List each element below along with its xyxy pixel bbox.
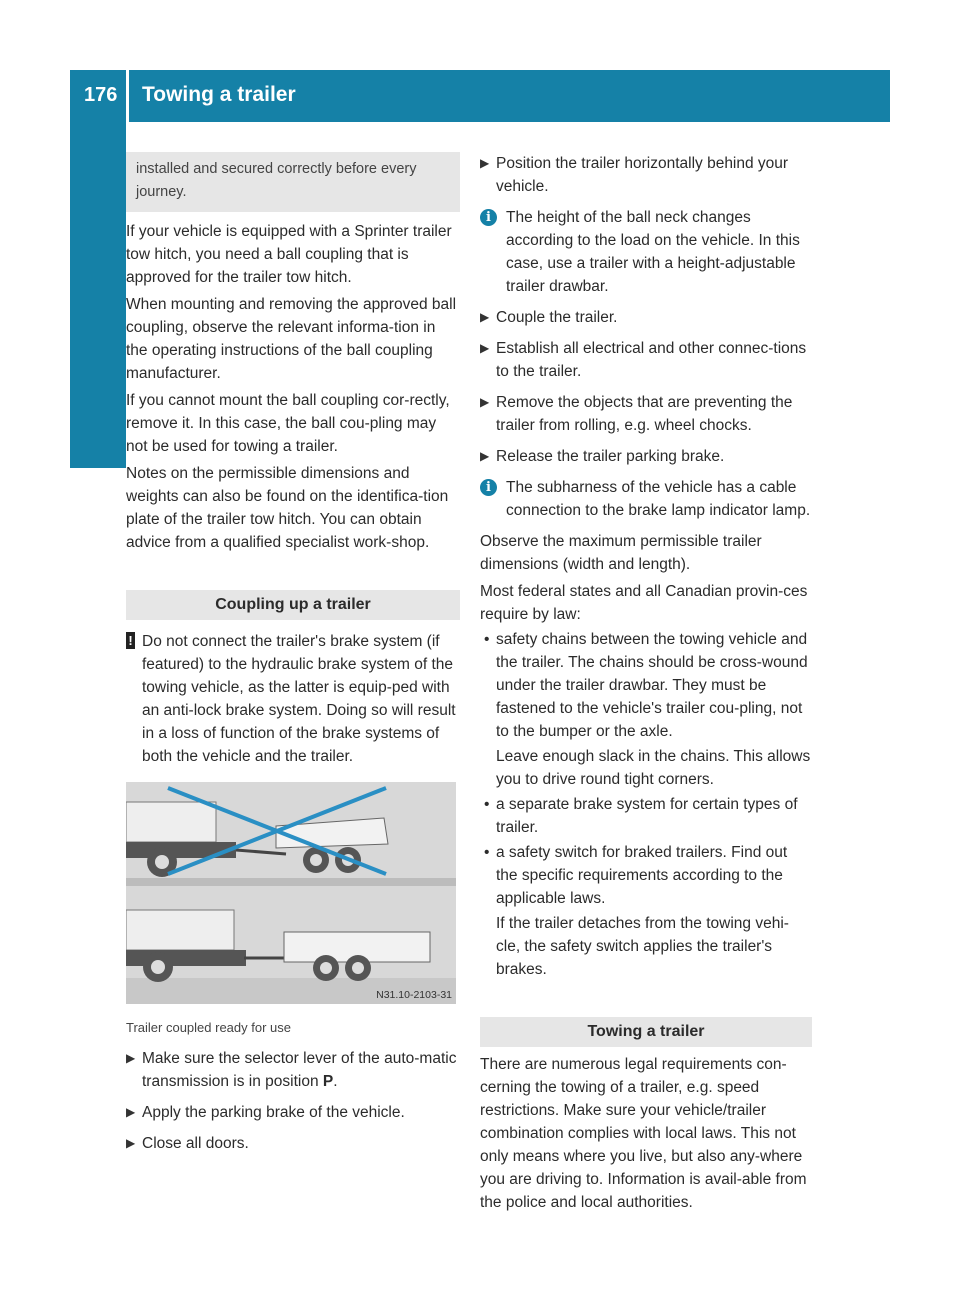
info-icon: i [480,479,497,496]
note-continuation: installed and secured correctly before every journey. [126,152,460,212]
paragraph: If your vehicle is equipped with a Sprinter trailer tow hitch, you need a ball coupling that is approved for the trailer tow hitch. [126,223,452,286]
header-divider [126,70,129,122]
step: ▶ Close all doors. [126,1132,460,1155]
page-number: 176 [84,84,118,106]
arrow-right-icon: ▶ [480,341,490,355]
step: ▶ Release the trailer parking brake. [480,445,812,468]
step: ▶ Position the trailer horizontally behind your vehicle. [480,152,812,198]
trailer-illustration [126,782,456,1004]
step: ▶ Apply the parking brake of the vehicle. [126,1101,460,1124]
right-column [480,152,812,1214]
paragraph: Most federal states and all Canadian provin-ces require by law: [480,583,808,623]
left-column [126,152,460,1155]
step: ▶ Establish all electrical and other connec-tions to the trailer. [480,337,812,383]
section-label: Driving and parking [158,236,181,434]
paragraph: When mounting and removing the approved ball coupling, observe the relevant informa-tion in the operating instructions of the ball coupling manufacturer. [126,296,457,382]
figure-caption: Trailer coupled ready for use [126,1020,291,1035]
warning-note [126,630,460,768]
arrow-right-icon: ▶ [126,1105,136,1119]
trailer-figure [126,782,456,1004]
list-item: • safety chains between the towing vehicle and the trailer. The chains should be cross-wound under the trailer drawbar. They must be fastened to the vehicle's trailer cou-pling, not to the bumper or the axle. [484,631,808,740]
step: ▶ Make sure the selector lever of the auto-matic transmission is in position P. [126,1047,460,1093]
paragraph: There are numerous legal requirements con-cerning the towing of a trailer, e.g. speed restrictions. Make sure your vehicle/trailer combination complies with local laws. This not only means where you live, but also any-where you are driving to. Information is avail-able from the police and local authorities. [480,1056,807,1211]
exclamation-icon: ! [126,632,135,649]
list-item: • a separate brake system for certain types of trailer. [484,796,798,836]
step: ▶ Couple the trailer. [480,306,812,329]
section-heading: Coupling up a trailer [126,590,460,620]
arrow-right-icon: ▶ [480,156,490,170]
section-tab [70,122,181,468]
paragraph: If you cannot mount the ball coupling cor-rectly, remove it. In this case, the ball cou-pling may not be used for towing a trailer. [126,392,450,455]
step: ▶ Remove the objects that are preventing the trailer from rolling, e.g. wheel chocks. [480,391,812,437]
arrow-right-icon: ▶ [126,1051,136,1065]
list-item: • a safety switch for braked trailers. Find out the specific requirements according to the applicable laws. [484,844,788,907]
list-item-note: If the trailer detaches from the towing vehi-cle, the safety switch applies the trailer's brakes. [496,915,789,978]
paragraph: Notes on the permissible dimensions and weights can also be found on the identifica-tion plate of the trailer tow hitch. You can obtain advice from a qualified specialist work-shop. [126,465,449,551]
paragraph: Observe the maximum permissible trailer dimensions (width and length). [480,533,762,573]
arrow-right-icon: ▶ [480,395,490,409]
list-item-note: Leave enough slack in the chains. This allows you to drive round tight corners. [496,748,811,788]
page-title: Towing a trailer [142,83,296,106]
section-heading: Towing a trailer [480,1017,812,1047]
figure-code: N31.10-2103-31 [376,989,452,1001]
info-note: i The height of the ball neck changes according to the load on the vehicle. In this case, use a trailer with a height-adjustable trailer drawbar. [480,206,812,298]
page-header [70,70,890,122]
info-icon: i [480,209,497,226]
arrow-right-icon: ▶ [480,449,490,463]
info-note: i The subharness of the vehicle has a cable connection to the brake lamp indicator lamp. [480,476,812,522]
arrow-right-icon: ▶ [480,310,490,324]
warning-text: Do not connect the trailer's brake system (if featured) to the hydraulic brake system of the towing vehicle, as the latter is equip-ped with an anti-lock brake system. Doing so will result in a loss of function of the brake systems of both the vehicle and the trailer. [142,633,456,765]
arrow-right-icon: ▶ [126,1136,136,1150]
